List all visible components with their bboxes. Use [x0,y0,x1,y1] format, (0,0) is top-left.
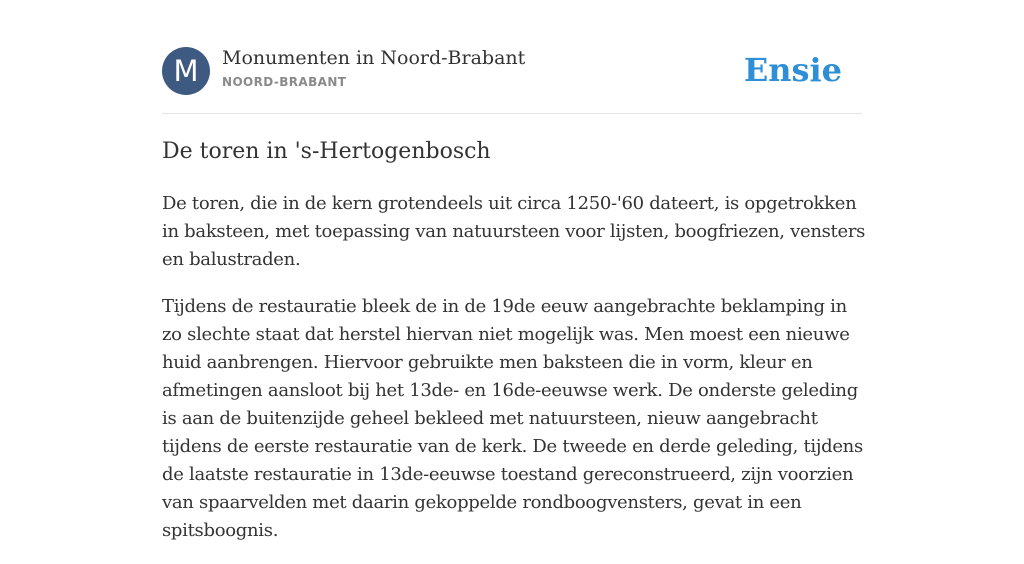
article [162,136,867,564]
category-title[interactable]: Monumenten in Noord-Brabant [222,47,526,69]
category-subtitle[interactable]: NOORD-BRABANT [222,75,347,89]
article-paragraph-1: De toren, die in de kern grotendeels uit circa 1250-'60 dateert, is opgetrokken in baksteen, met toepassing van natuursteen voor lijsten, boogfriezen, vensters en balustraden. [162,193,866,270]
header-divider [162,113,862,114]
ensie-logo[interactable]: Ensie [743,51,842,89]
article-title: De toren in 's-Hertogenbosch [162,139,491,164]
article-paragraph-2: Tijdens de restauratie bleek de in de 19de eeuw aangebrachte beklamping in zo slechte staat dat herstel hiervan niet mogelijk was. Men moest een nieuwe huid aanbrengen. Hiervoor gebruikte men baksteen die in vorm, kleur en afmetingen aansloot bij het 13de- en 16de-eeuwse werk. De onderste geleding is aan de buitenzijde geheel bekleed met natuursteen, nieuw aangebracht tijdens de eerste restauratie van de kerk. De tweede en derde geleding, tijdens de laatste restauratie in 13de-eeuwse toestand gereconstrueerd, zijn voorzien van spaarvelden met daarin gekoppelde rondboogvensters, gevat in een spitsboognis. [162,296,863,541]
avatar[interactable]: M [162,47,210,95]
header [162,47,862,95]
